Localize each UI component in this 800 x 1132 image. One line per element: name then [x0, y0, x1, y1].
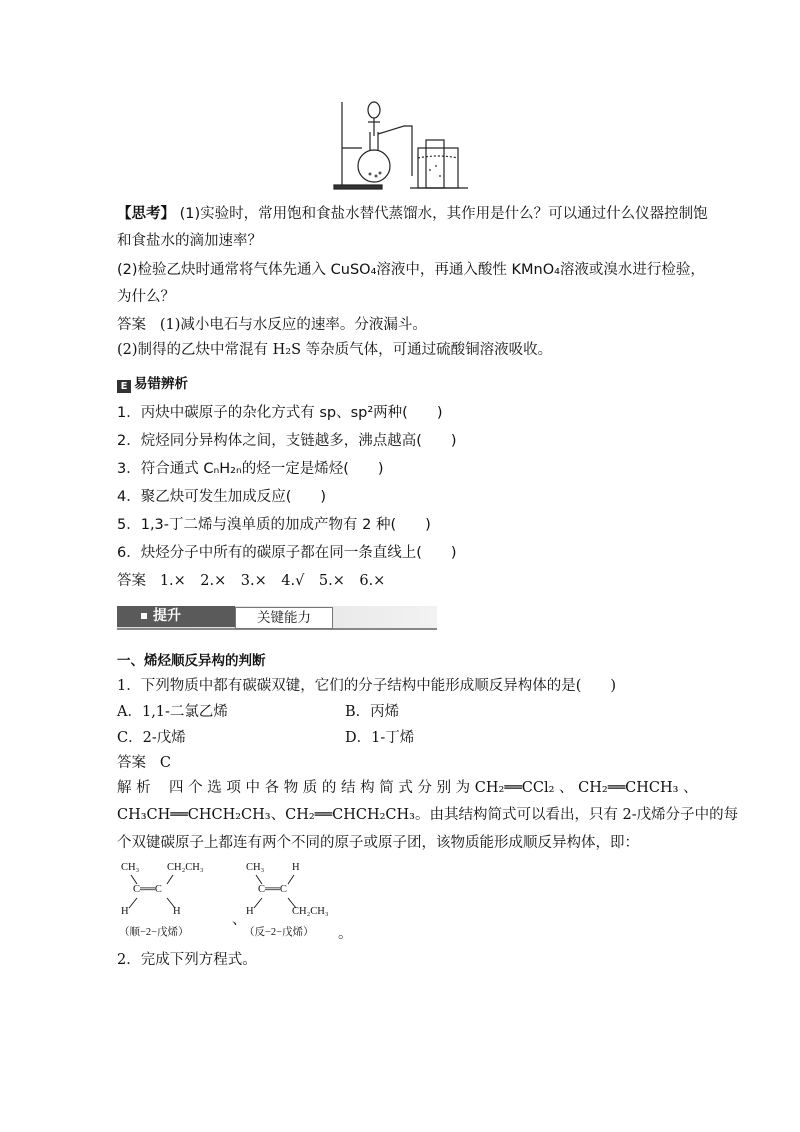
think-q1-line2: 和食盐水的滴加速率？ — [117, 233, 262, 249]
section1-title: 一、烯烃顺反异构的判断 — [117, 653, 266, 669]
option-c: C．2-戊烯 — [117, 730, 186, 746]
trans-bottom-left: H — [246, 906, 254, 917]
option-a: A．1,1-二氯乙烯 — [117, 704, 228, 720]
answer-label: 答案 — [117, 317, 146, 333]
structure-separator: 、 — [232, 912, 247, 928]
error-item-6: 6．炔烃分子中所有的碳原子都在同一条直线上( ) — [117, 545, 457, 561]
trans-double-bond: C══C — [258, 884, 287, 895]
structure-end-mark: 。 — [338, 926, 353, 942]
e-badge-icon: E — [117, 380, 131, 393]
error-item-5: 5．1,3-丁二烯与溴单质的加成产物有 2 种( ) — [117, 517, 431, 533]
errors-answer-text: 1.× 2.× 3.× 4.√ 5.× 6.× — [159, 573, 386, 589]
cis-top-right: CH₂CH₃ — [167, 862, 204, 873]
question-1: 1．下列物质中都有碳碳双键，它们的分子结构中能形成顺反异构体的是( ) — [117, 678, 617, 694]
analysis-line2: CH₃CH══CHCH₂CH₃、CH₂══CHCH₂CH₃。由其结构简式可以看出，只有 2-戊烯分子中的每 — [117, 807, 739, 823]
acetylene-apparatus-figure — [330, 96, 470, 194]
banner-dark-label: 提升 — [117, 606, 235, 627]
cis-bottom-right: H — [173, 906, 181, 917]
cis-caption: （顺−2−戊烯） — [119, 927, 189, 938]
analysis-line3: 个双键碳原子上都连有两个不同的原子或原子团，该物质能形成顺反异构体，即： — [117, 835, 639, 851]
trans-2-pentene-structure — [242, 860, 352, 940]
answer-label: 答案 — [117, 573, 146, 589]
trans-top-right: H — [292, 862, 300, 873]
section-banner — [117, 606, 437, 630]
think-q1-text: (1)实验时，常用饱和食盐水替代蒸馏水，其作用是什么？可以通过什么仪器控制饱 — [179, 206, 708, 222]
think-q2-line1: (2)检验乙炔时通常将气体先通入 CuSO₄溶液中，再通入酸性 KMnO₄溶液或溴水进行检验， — [117, 262, 705, 278]
trans-bottom-right: CH₂CH₃ — [292, 906, 329, 917]
analysis-line1 — [117, 778, 698, 798]
error-item-4: 4．聚乙炔可发生加成反应( ) — [117, 489, 327, 505]
errors-heading — [117, 374, 188, 394]
question-2: 2．完成下列方程式。 — [117, 952, 257, 968]
cis-double-bond: C══C — [133, 884, 162, 895]
errors-answer — [117, 571, 385, 591]
think-answer-1-text: (1)减小电石与水反应的速率。分液漏斗。 — [159, 317, 427, 333]
errors-title: 易错辨析 — [134, 376, 188, 392]
think-tag: 【思考】 — [117, 206, 175, 222]
cis-top-left: CH₃ — [121, 862, 140, 873]
trans-caption: （反−2−戊烯） — [244, 927, 314, 938]
analysis-label: 解 析 — [117, 780, 151, 796]
answer-label: 答案 — [117, 755, 146, 771]
error-item-3: 3．符合通式 CₙH₂ₙ的烃一定是烯烃( ) — [117, 461, 384, 477]
think-q2-line2: 为什么？ — [117, 289, 175, 305]
error-item-1: 1．丙炔中碳原子的杂化方式有 sp、sp²两种( ) — [117, 405, 443, 421]
question-1-answer-text: C — [159, 755, 171, 771]
trans-top-left: CH₃ — [246, 862, 265, 873]
think-answer-1 — [117, 315, 427, 335]
cis-bottom-left: H — [121, 906, 129, 917]
banner-light-label: 关键能力 — [235, 607, 333, 629]
think-q1-line1 — [117, 204, 708, 224]
think-answer-2: (2)制得的乙炔中常混有 H₂S 等杂质气体，可通过硫酸铜溶液吸收。 — [117, 342, 553, 358]
option-d: D．1-丁烯 — [345, 730, 415, 746]
question-1-answer — [117, 753, 171, 773]
analysis-line1-text: 四 个 选 项 中 各 物 质 的 结 构 简 式 分 别 为 CH₂══CCl₂ 、 CH₂══CHCH₃ 、 — [169, 780, 698, 796]
error-item-2: 2．烷烃同分异构体之间，支链越多，沸点越高( ) — [117, 433, 457, 449]
cis-2-pentene-structure — [117, 860, 227, 940]
option-b: B．丙烯 — [345, 704, 400, 720]
